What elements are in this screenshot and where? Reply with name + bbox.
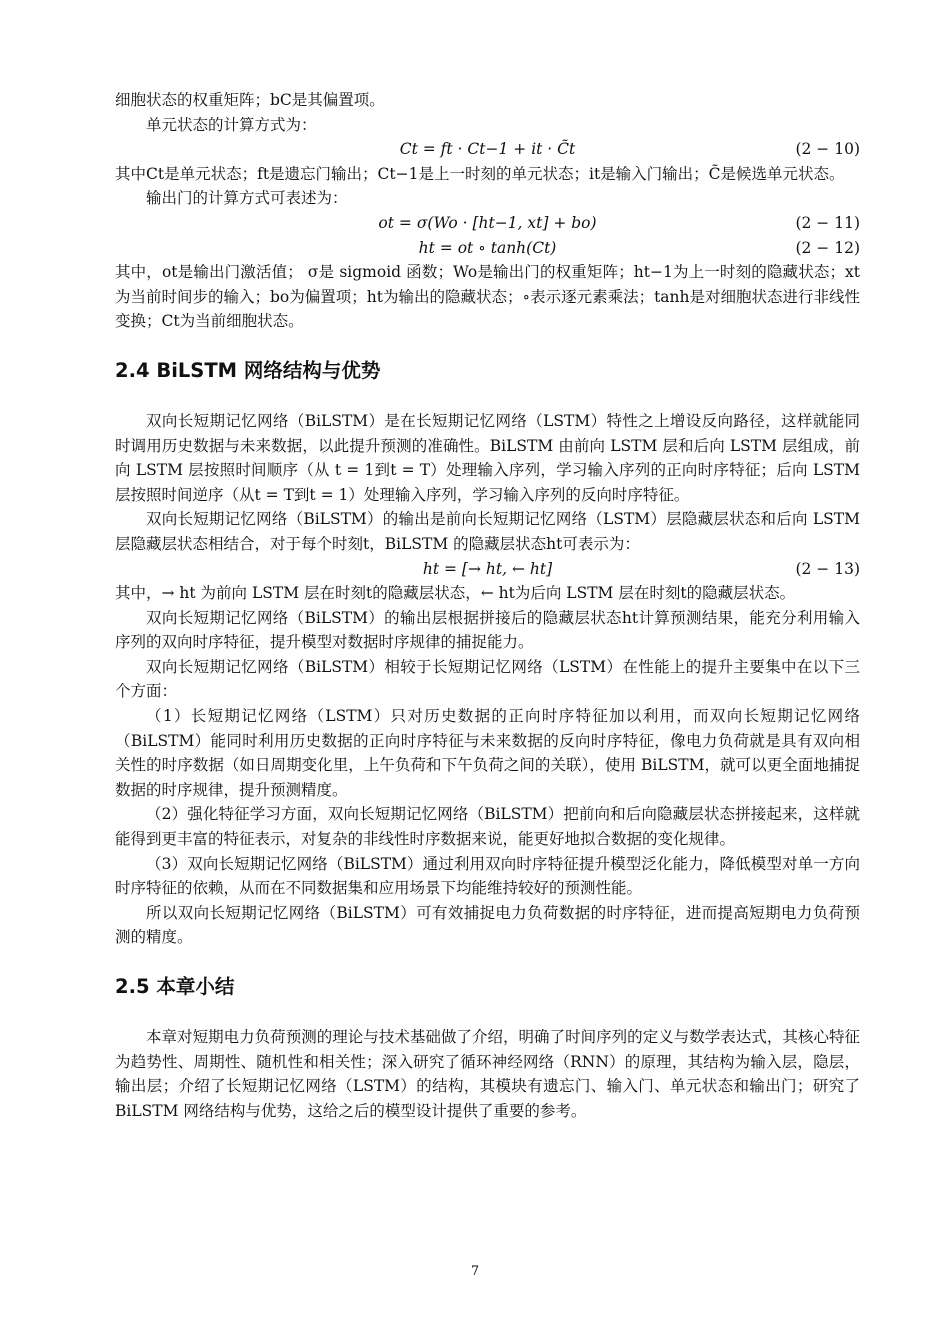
paragraph: 双向长短期记忆网络（BiLSTM）的输出层根据拼接后的隐藏层状态ht计算预测结果，能充分利用输入序列的双向时序特征，提升模型对数据时序规律的捕捉能力。 — [115, 608, 860, 652]
page-number: 7 — [470, 1264, 480, 1279]
paragraph: 输出门的计算方式可表述为： — [146, 189, 348, 208]
equation-number: (2 − 12) — [795, 238, 860, 257]
paragraph: 双向长短期记忆网络（BiLSTM）的输出是前向长短期记忆网络（LSTM）层隐藏层状态和后向 LSTM 层隐藏层状态相结合，对于每个时刻t，BiLSTM 的隐藏层状态ht可表示为： — [115, 510, 860, 553]
equation-2-13 — [115, 557, 860, 582]
equation-2-10 — [115, 137, 860, 162]
list-item: （2）强化特征学习方面，双向长短期记忆网络（BiLSTM）把前向和后向隐藏层状态拼接起来，这样就能得到更丰富的特征表示，对复杂的非线性时序数据来说，能更好地拟合数据的变化规律。 — [115, 805, 860, 849]
page-content — [115, 88, 860, 1123]
paragraph: 双向长短期记忆网络（BiLSTM）相较于长短期记忆网络（LSTM）在性能上的提升主要集中在以下三个方面： — [115, 657, 860, 701]
equation-expression: ot = σ(Wo · [ht−1, xt] + bo) — [378, 213, 597, 232]
paragraph: 细胞状态的权重矩阵；bC是其偏置项。 — [115, 91, 385, 109]
equation-expression: ht = [→ ht, ← ht] — [422, 559, 553, 578]
paragraph: 双向长短期记忆网络（BiLSTM）是在长短期记忆网络（LSTM）特性之上增设反向路径，这样就能同时调用历史数据与未来数据，以此提升预测的准确性。BiLSTM 由前向 LSTM 层和后向 LSTM 层组成，前向 LSTM 层按照时间顺序（从 t = 1到t = T）处理输入序列，学习输入序列的正向时序特征；后向 LSTM 层按照时间逆序（从t = T到t = 1）处理输入序列，学习输入序列的反向时序特征。 — [115, 411, 860, 504]
list-item: （3）双向长短期记忆网络（BiLSTM）通过利用双向时序特征提升模型泛化能力，降低模型对单一方向时序特征的依赖，从而在不同数据集和应用场景下均能维持较好的预测性能。 — [115, 854, 860, 898]
paragraph: 所以双向长短期记忆网络（BiLSTM）可有效捕捉电力负荷数据的时序特征，进而提高短期电力负荷预测的精度。 — [115, 903, 860, 947]
equation-number: (2 − 13) — [795, 559, 860, 578]
equation-number: (2 − 11) — [795, 213, 860, 232]
equation-expression: ht = ot ∘ tanh(Ct) — [418, 238, 557, 257]
equation-number: (2 − 10) — [795, 140, 860, 159]
paragraph: 本章对短期电力负荷预测的理论与技术基础做了介绍，明确了时间序列的定义与数学表达式，其核心特征为趋势性、周期性、随机性和相关性；深入研究了循环神经网络（RNN）的原理，其结构为输入层，隐层，输出层；介绍了长短期记忆网络（LSTM）的结构，其模块有遗忘门、输入门、单元状态和输出门；研究了 BiLSTM 网络结构与优势，这给之后的模型设计提供了重要的参考。 — [115, 1028, 860, 1120]
section-heading-2-5: 2.5 本章小结 — [115, 975, 235, 998]
equation-expression: Ct = ft · Ct−1 + it · C̃t — [399, 140, 576, 159]
paragraph: 其中，→ ht 为前向 LSTM 层在时刻t的隐藏层状态，← ht为后向 LSTM 层在时刻t的隐藏层状态。 — [115, 584, 796, 603]
equation-2-12 — [115, 236, 860, 261]
paragraph: 单元状态的计算方式为： — [146, 115, 317, 134]
section-heading-2-4: 2.4 BiLSTM 网络结构与优势 — [115, 358, 381, 382]
paragraph: 其中Ct是单元状态；ft是遗忘门输出；Ct−1是上一时刻的单元状态；it是输入门输出；C̃是候选单元状态。 — [115, 164, 845, 183]
list-item: （1）长短期记忆网络（LSTM）只对历史数据的正向时序特征加以利用，而双向长短期记忆网络（BiLSTM）能同时利用历史数据的正向时序特征与未来数据的反向时序特征，像电力负荷就是具有双向相关性的时序数据（如日周期变化里，上午负荷和下午负荷之间的关联），使用 BiLSTM，就可以更全面地捕捉数据的时序规律，提升预测精度。 — [115, 707, 860, 799]
equation-2-11 — [115, 211, 860, 236]
paragraph: 其中，ot是输出门激活值； σ是 sigmoid 函数；Wo是输出门的权重矩阵；ht−1为上一时刻的隐藏状态；xt为当前时间步的输入；bo为偏置项；ht为输出的隐藏状态；∘表示逐元素乘法；tanh是对细胞状态进行非线性变换；Ct为当前细胞状态。 — [115, 263, 861, 331]
